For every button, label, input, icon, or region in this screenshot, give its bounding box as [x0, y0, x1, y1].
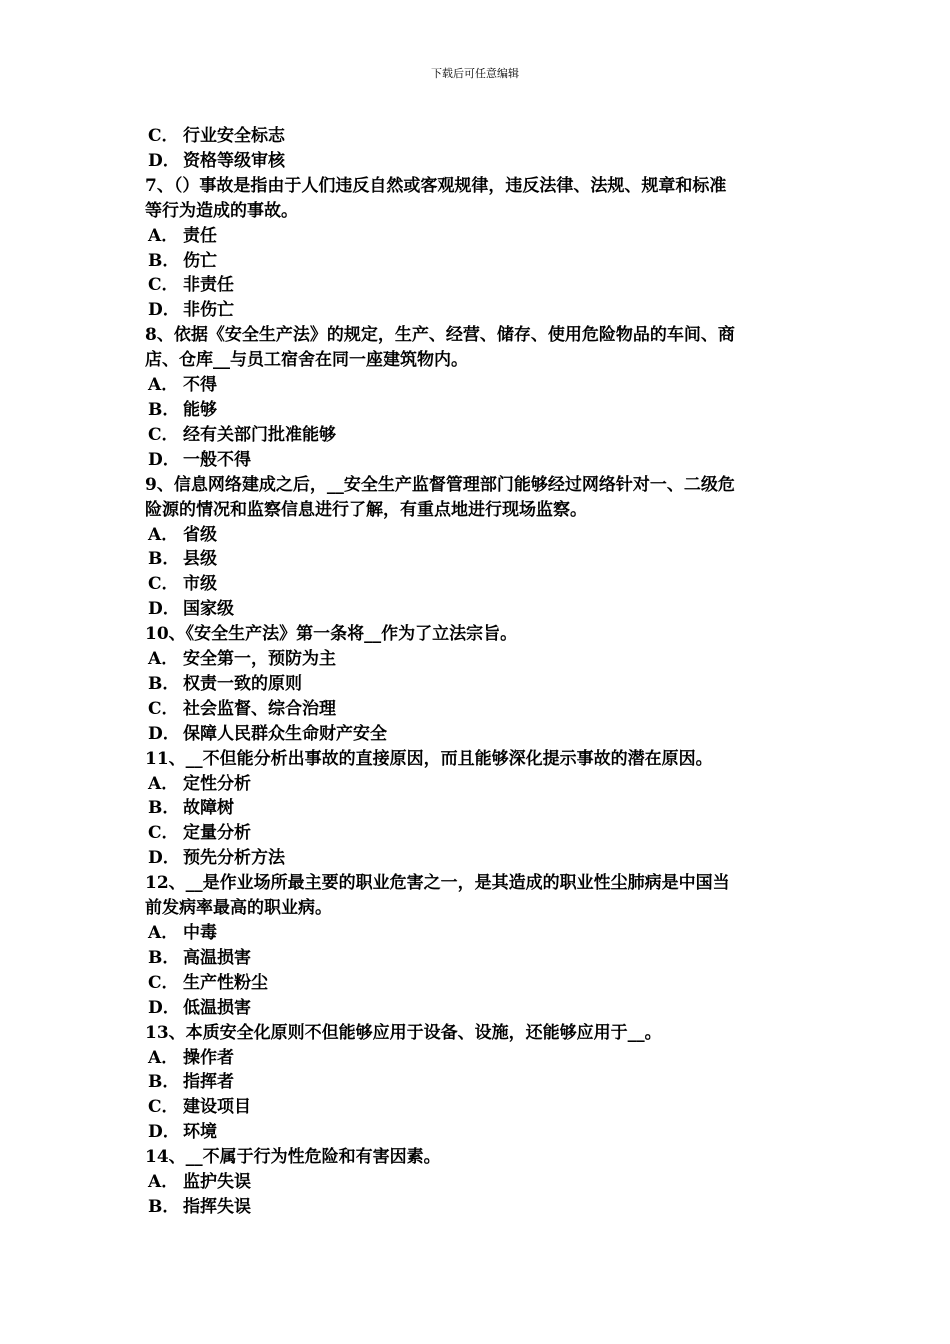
question-text: 14、__不属于行为性危险和有害因素。	[145, 1147, 441, 1168]
option-label: B．	[148, 250, 180, 271]
option-text: 定性分析	[183, 773, 251, 794]
answer-option	[145, 796, 810, 821]
answer-option	[145, 373, 810, 398]
option-text: 非伤亡	[183, 300, 234, 321]
option-text: 行业安全标志	[183, 126, 285, 146]
answer-option	[145, 398, 810, 423]
option-label: D．	[148, 599, 180, 620]
answer-option	[145, 298, 810, 323]
answer-option	[145, 1120, 810, 1145]
option-label: B．	[148, 798, 180, 819]
option-label: A．	[148, 1047, 179, 1068]
option-label: A．	[148, 375, 179, 396]
option-text: 不得	[183, 375, 217, 396]
question-text: 9、信息网络建成之后，__安全生产监督管理部门能够经过网络针对一、二级危	[145, 474, 735, 495]
page-header: 下载后可任意编辑	[431, 67, 519, 80]
answer-option	[145, 946, 810, 971]
option-label: A．	[148, 524, 179, 545]
answer-option	[145, 1195, 810, 1220]
answer-option	[145, 523, 810, 548]
option-label: C．	[148, 823, 179, 844]
answer-option	[145, 722, 810, 747]
question-text: 8、依据《安全生产法》的规定，生产、经营、储存、使用危险物品的车间、商	[145, 325, 735, 346]
option-text: 社会监督、综合治理	[183, 698, 336, 719]
option-label: B．	[148, 1196, 180, 1217]
option-text: 非责任	[183, 275, 234, 296]
option-label: B．	[148, 399, 180, 420]
option-label: C．	[148, 972, 179, 993]
option-text: 省级	[183, 524, 217, 545]
option-label: C．	[148, 574, 179, 595]
option-text: 操作者	[183, 1047, 234, 1068]
option-label: C．	[148, 424, 179, 445]
answer-option	[145, 772, 810, 797]
option-label: D．	[148, 1122, 180, 1143]
question-text: 险源的情况和监察信息进行了解，有重点地进行现场监察。	[145, 499, 587, 520]
option-text: 责任	[183, 225, 217, 246]
answer-option	[145, 224, 810, 249]
question-text: 店、仓库__与员工宿舍在同一座建筑物内。	[145, 350, 468, 371]
option-label: D．	[148, 449, 180, 470]
option-text: 中毒	[183, 923, 217, 943]
question-text: 13、本质安全化原则不但能够应用于设备、设施，还能够应用于__。	[145, 1022, 662, 1043]
option-text: 市级	[183, 574, 217, 595]
option-label: B．	[148, 549, 180, 570]
option-label: A．	[148, 1172, 179, 1193]
question-text: 7、（）事故是指由于人们违反自然或客观规律，违反法律、法规、规章和标准	[145, 175, 727, 196]
answer-option	[145, 547, 810, 572]
option-text: 指挥失误	[183, 1196, 251, 1217]
answer-option	[145, 1046, 810, 1071]
option-label: C．	[148, 698, 179, 719]
option-label: D．	[148, 997, 180, 1018]
question-text: 12、__是作业场所最主要的职业危害之一，是其造成的职业性尘肺病是中国当	[145, 873, 730, 894]
answer-option	[145, 273, 810, 298]
answer-option	[145, 647, 810, 672]
option-label: A．	[148, 225, 179, 246]
option-text: 资格等级审核	[183, 150, 285, 171]
question-text: 11、__不但能分析出事故的直接原因，而且能够深化提示事故的潜在原因。	[145, 748, 713, 769]
answer-option	[145, 572, 810, 597]
answer-option	[145, 672, 810, 697]
option-text: 高温损害	[183, 947, 251, 968]
answer-option	[145, 423, 810, 448]
answer-option	[145, 846, 810, 871]
option-text: 能够	[183, 399, 217, 420]
option-text: 权责一致的原则	[183, 673, 302, 694]
option-label: B．	[148, 947, 180, 968]
option-text: 生产性粉尘	[183, 972, 268, 993]
option-text: 定量分析	[183, 823, 251, 844]
option-text: 经有关部门批准能够	[183, 424, 336, 445]
answer-option	[145, 821, 810, 846]
answer-option	[145, 597, 810, 622]
option-text: 一般不得	[183, 449, 251, 470]
option-label: A．	[148, 649, 179, 670]
option-label: C．	[148, 275, 179, 296]
document-body	[145, 124, 810, 1220]
answer-option	[145, 1095, 810, 1120]
option-text: 低温损害	[183, 997, 251, 1018]
answer-option	[145, 996, 810, 1021]
answer-option	[145, 249, 810, 274]
answer-option	[145, 921, 810, 946]
answer-option	[145, 1170, 810, 1195]
answer-option	[145, 124, 810, 149]
answer-option	[145, 1070, 810, 1095]
question-text: 10、《安全生产法》第一条将__作为了立法宗旨。	[145, 624, 518, 645]
question-text: 等行为造成的事故。	[145, 200, 298, 221]
option-text: 安全第一，预防为主	[183, 649, 336, 670]
option-text: 故障树	[183, 798, 234, 819]
option-text: 国家级	[183, 599, 234, 620]
option-label: C．	[148, 1097, 179, 1118]
option-label: A．	[148, 773, 179, 794]
answer-option	[145, 149, 810, 174]
option-text: 环境	[183, 1122, 217, 1143]
option-label: D．	[148, 848, 180, 869]
option-label: B．	[148, 1072, 180, 1093]
question-text: 前发病率最高的职业病。	[145, 898, 332, 919]
option-label: D．	[148, 150, 180, 171]
option-label: B．	[148, 673, 180, 694]
option-label: D．	[148, 723, 180, 744]
option-text: 预先分析方法	[183, 848, 285, 869]
option-text: 建设项目	[183, 1097, 251, 1118]
option-label: C．	[148, 126, 179, 146]
option-text: 监护失误	[183, 1172, 251, 1193]
answer-option	[145, 448, 810, 473]
option-text: 保障人民群众生命财产安全	[183, 723, 387, 744]
option-label: A．	[148, 923, 179, 943]
option-text: 指挥者	[183, 1072, 234, 1093]
answer-option	[145, 971, 810, 996]
answer-option	[145, 697, 810, 722]
option-label: D．	[148, 300, 180, 321]
option-text: 县级	[183, 549, 217, 570]
option-text: 伤亡	[183, 250, 217, 271]
